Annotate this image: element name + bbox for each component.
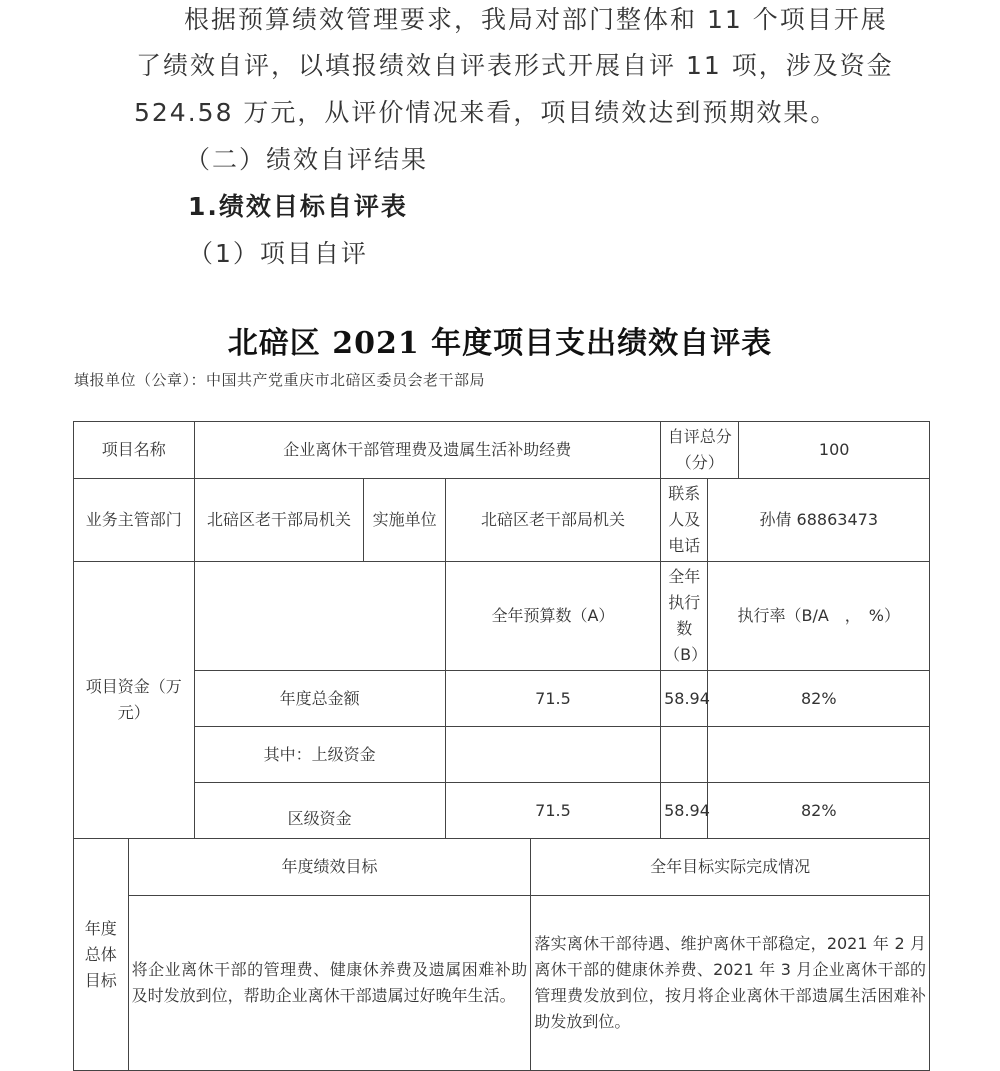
contact-value: 孙倩 68863473 xyxy=(708,479,930,562)
goal-text: 将企业离休干部的管理费、健康休养费及遗属困难补助及时发放到位，帮助企业离休干部遗属过好晚年生活。 xyxy=(128,896,531,1071)
fill-unit: 填报单位（公章）：中国共产党重庆市北碚区委员会老干部局 xyxy=(74,371,486,389)
col-rate-header: 执行率（B/A ， %） xyxy=(708,562,930,671)
intro-line-1: 根据预算绩效管理要求，我局对部门整体和 11 个项目开展 xyxy=(184,5,888,34)
intro-line-2: 了绩效自评，以填报绩效自评表形式开展自评 11 项，涉及资金 xyxy=(136,51,894,80)
project-name-value: 企业离休干部管理费及遗属生活补助经费 xyxy=(194,422,661,479)
col-budget-header: 全年预算数（A） xyxy=(445,562,660,671)
funds-header-blank xyxy=(194,562,445,671)
document-title: 北碚区 2021 年度项目支出绩效自评表 xyxy=(227,326,773,361)
goal-label: 年度总体目标 xyxy=(74,839,129,1071)
self-evaluation-table xyxy=(73,421,930,1071)
row-total-budget: 71.5 xyxy=(445,671,660,727)
col-exec-header: 全年执行数（B） xyxy=(661,562,708,671)
row-district-budget: 71.5 xyxy=(445,783,660,839)
row-total-rate: 82% xyxy=(708,671,930,727)
row-upper-exec xyxy=(661,727,708,783)
row-total-label: 年度总金额 xyxy=(194,671,445,727)
contact-label: 联系人及电话 xyxy=(661,479,708,562)
dept-label: 业务主管部门 xyxy=(74,479,195,562)
actual-text: 落实离休干部待遇、维护离休干部稳定，2021 年 2 月离休干部的健康休养费、2021 年 3 月企业离休干部的管理费发放到位，按月将企业离休干部遗属生活困难补助发放到位。 xyxy=(531,896,930,1071)
intro-line-3: 524.58 万元，从评价情况来看，项目绩效达到预期效果。 xyxy=(134,98,838,127)
funds-label: 项目资金（万元） xyxy=(74,562,195,839)
row-district-label: 区级资金 xyxy=(194,783,445,839)
impl-label: 实施单位 xyxy=(364,479,445,562)
actual-column-header: 全年目标实际完成情况 xyxy=(531,839,930,896)
row-upper-rate xyxy=(708,727,930,783)
project-name-label: 项目名称 xyxy=(74,422,195,479)
score-value: 100 xyxy=(739,422,930,479)
section-heading: （二）绩效自评结果 xyxy=(185,145,429,174)
row-district-rate: 82% xyxy=(708,783,930,839)
goal-column-header: 年度绩效目标 xyxy=(128,839,531,896)
subsection-heading: 1.绩效目标自评表 xyxy=(188,192,408,221)
dept-value: 北碚区老干部局机关 xyxy=(194,479,364,562)
row-total-exec: 58.94 xyxy=(661,671,708,727)
row-upper-label: 其中：上级资金 xyxy=(194,727,445,783)
row-upper-budget xyxy=(445,727,660,783)
impl-value: 北碚区老干部局机关 xyxy=(445,479,660,562)
score-label: 自评总分（分） xyxy=(661,422,739,479)
item-heading: （1）项目自评 xyxy=(188,239,368,268)
row-district-exec: 58.94 xyxy=(661,783,708,839)
